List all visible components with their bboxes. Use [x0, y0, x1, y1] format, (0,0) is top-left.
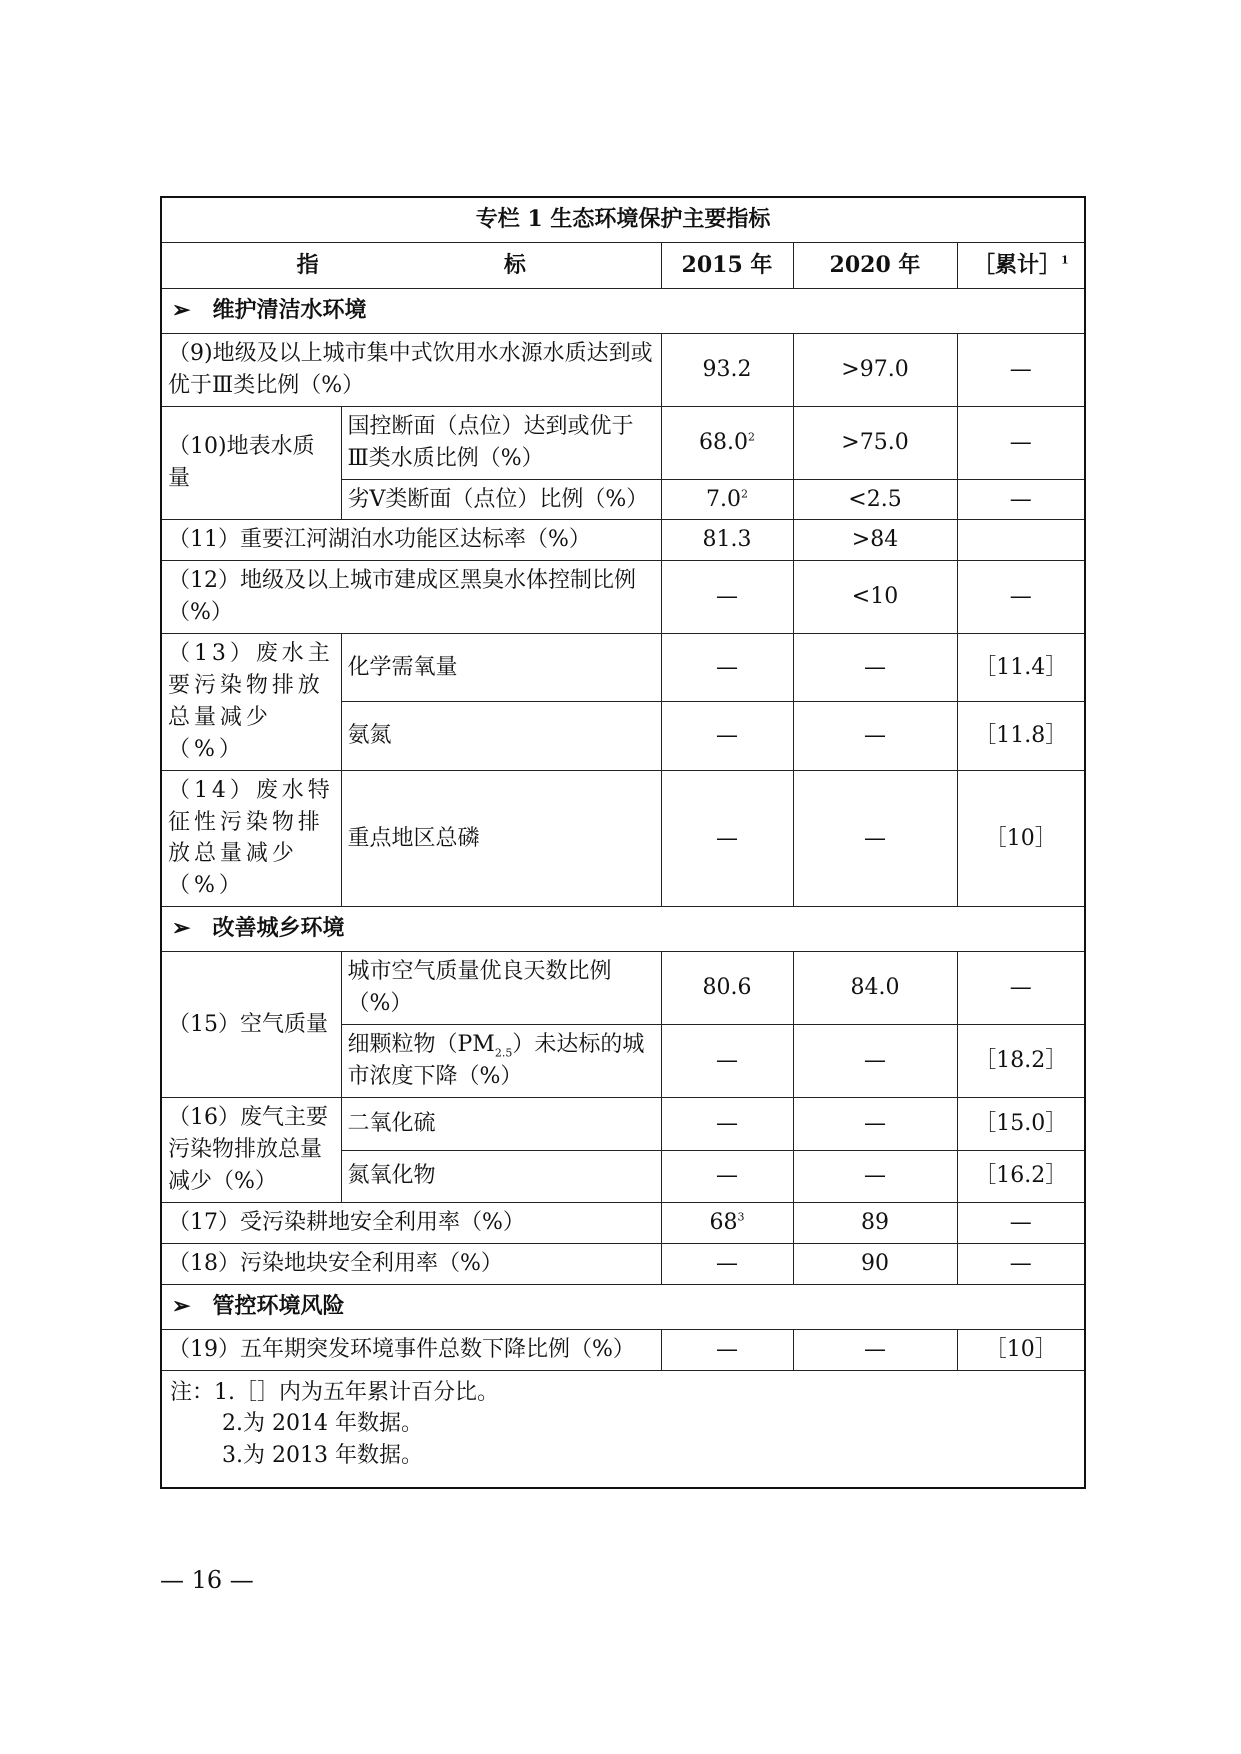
row-label: 劣Ⅴ类断面（点位）比例（%）: [341, 479, 661, 520]
row-label: （19）五年期突发环境事件总数下降比例（%）: [161, 1329, 661, 1370]
cell-2015: 68.0$^2$: [661, 406, 793, 479]
cell-2020: —: [793, 1098, 957, 1150]
note-2: 2.为 2014 年数据。: [222, 1411, 423, 1437]
row-label: （11）重要江河湖泊水功能区达标率（%）: [161, 520, 661, 561]
cell-2020: >97.0: [793, 334, 957, 407]
table-row: [161, 634, 1085, 702]
cell-2015: 93.2: [661, 334, 793, 407]
header-2020: 2020 年: [793, 243, 957, 289]
row-group-label: （10)地表水质量: [161, 406, 341, 520]
header-cumulative: ［累计］$^1$: [957, 243, 1085, 289]
cell-2020: >75.0: [793, 406, 957, 479]
table-row: [161, 1098, 1085, 1150]
section-water: ➢ 维护清洁水环境: [161, 289, 1085, 334]
cell-2020: 89: [793, 1202, 957, 1243]
cell-cumulative: ［11.4］: [957, 634, 1085, 702]
cell-cumulative: —: [957, 479, 1085, 520]
row-label: （18）污染地块安全利用率（%）: [161, 1243, 661, 1284]
cell-2015: 80.6: [661, 952, 793, 1025]
note-3: 3.为 2013 年数据。: [222, 1443, 423, 1469]
cell-2020: 84.0: [793, 952, 957, 1025]
cell-2015: —: [661, 1150, 793, 1202]
row-group-label: （14）废水特征性污染物排放总量减少（%）: [161, 770, 341, 907]
header-2015: 2015 年: [661, 243, 793, 289]
table-row: [161, 770, 1085, 907]
table-row: [161, 1329, 1085, 1370]
cell-cumulative: —: [957, 1243, 1085, 1284]
row-label: 重点地区总磷: [341, 770, 661, 907]
section-risk: ➢ 管控环境风险: [161, 1284, 1085, 1329]
cell-cumulative: ［15.0］: [957, 1098, 1085, 1150]
row-label: 城市空气质量优良天数比例（%）: [341, 952, 661, 1025]
row-group-label: （13）废水主要污染物排放总量减少（%）: [161, 634, 341, 771]
cell-2020: —: [793, 634, 957, 702]
cell-2015: $68^3$: [661, 1202, 793, 1243]
arrow-bullet-icon: ➢: [172, 915, 191, 942]
cell-2015: $7.0^2$: [661, 479, 793, 520]
cell-2015: —: [661, 561, 793, 634]
cell-cumulative: [957, 520, 1085, 561]
table-row: [161, 520, 1085, 561]
cell-2015: 81.3: [661, 520, 793, 561]
cell-cumulative: ［18.2］: [957, 1025, 1085, 1098]
table-row: [161, 952, 1085, 1025]
cell-cumulative: ［11.8］: [957, 702, 1085, 770]
cell-2020: —: [793, 702, 957, 770]
table-row: [161, 334, 1085, 407]
section-urban: ➢ 改善城乡环境: [161, 907, 1085, 952]
arrow-bullet-icon: ➢: [172, 297, 191, 324]
indicator-table: [160, 196, 1086, 1489]
header-indicator: 指 标: [161, 243, 661, 289]
cell-2020: —: [793, 1150, 957, 1202]
arrow-bullet-icon: ➢: [172, 1292, 191, 1319]
cell-cumulative: —: [957, 1202, 1085, 1243]
cell-cumulative: —: [957, 952, 1085, 1025]
cell-2020: <10: [793, 561, 957, 634]
row-label: （9)地级及以上城市集中式饮用水水源水质达到或优于Ⅲ类比例（%）: [161, 334, 661, 407]
row-label: 二氧化硫: [341, 1098, 661, 1150]
row-group-label: （16）废气主要污染物排放总量减少（%）: [161, 1098, 341, 1203]
cell-2020: 90: [793, 1243, 957, 1284]
cell-cumulative: ［16.2］: [957, 1150, 1085, 1202]
note-1: 注：1.［］内为五年累计百分比。: [170, 1379, 499, 1405]
cell-2020: >84: [793, 520, 957, 561]
row-label: 国控断面（点位）达到或优于Ⅲ类水质比例（%）: [341, 406, 661, 479]
row-label: 氮氧化物: [341, 1150, 661, 1202]
cell-cumulative: —: [957, 561, 1085, 634]
cell-2020: <2.5: [793, 479, 957, 520]
cell-2020: —: [793, 1025, 957, 1098]
row-label: 化学需氧量: [341, 634, 661, 702]
cell-cumulative: ［10］: [957, 1329, 1085, 1370]
cell-2015: —: [661, 634, 793, 702]
cell-2015: —: [661, 1329, 793, 1370]
table-title: 专栏 1 生态环境保护主要指标: [161, 197, 1085, 243]
cell-cumulative: —: [957, 406, 1085, 479]
cell-2015: —: [661, 702, 793, 770]
cell-2020: —: [793, 770, 957, 907]
table-row: [161, 406, 1085, 479]
cell-cumulative: —: [957, 334, 1085, 407]
row-label: 细颗粒物$(PM_{2.5})$未达标的城市浓度下降（%）: [341, 1025, 661, 1098]
cell-2015: —: [661, 1098, 793, 1150]
table-row: [161, 561, 1085, 634]
row-label: （17）受污染耕地安全利用率（%）: [161, 1202, 661, 1243]
row-label: 氨氮: [341, 702, 661, 770]
table-row: [161, 1202, 1085, 1243]
cell-2020: —: [793, 1329, 957, 1370]
row-group-label: （15）空气质量: [161, 952, 341, 1098]
table-row: [161, 1243, 1085, 1284]
cell-2015: —: [661, 770, 793, 907]
row-label: （12）地级及以上城市建成区黑臭水体控制比例（%）: [161, 561, 661, 634]
page-number: — 16 —: [160, 1566, 254, 1594]
cell-cumulative: ［10］: [957, 770, 1085, 907]
cell-2015: —: [661, 1025, 793, 1098]
cell-2015: —: [661, 1243, 793, 1284]
table-notes: [161, 1370, 1085, 1488]
